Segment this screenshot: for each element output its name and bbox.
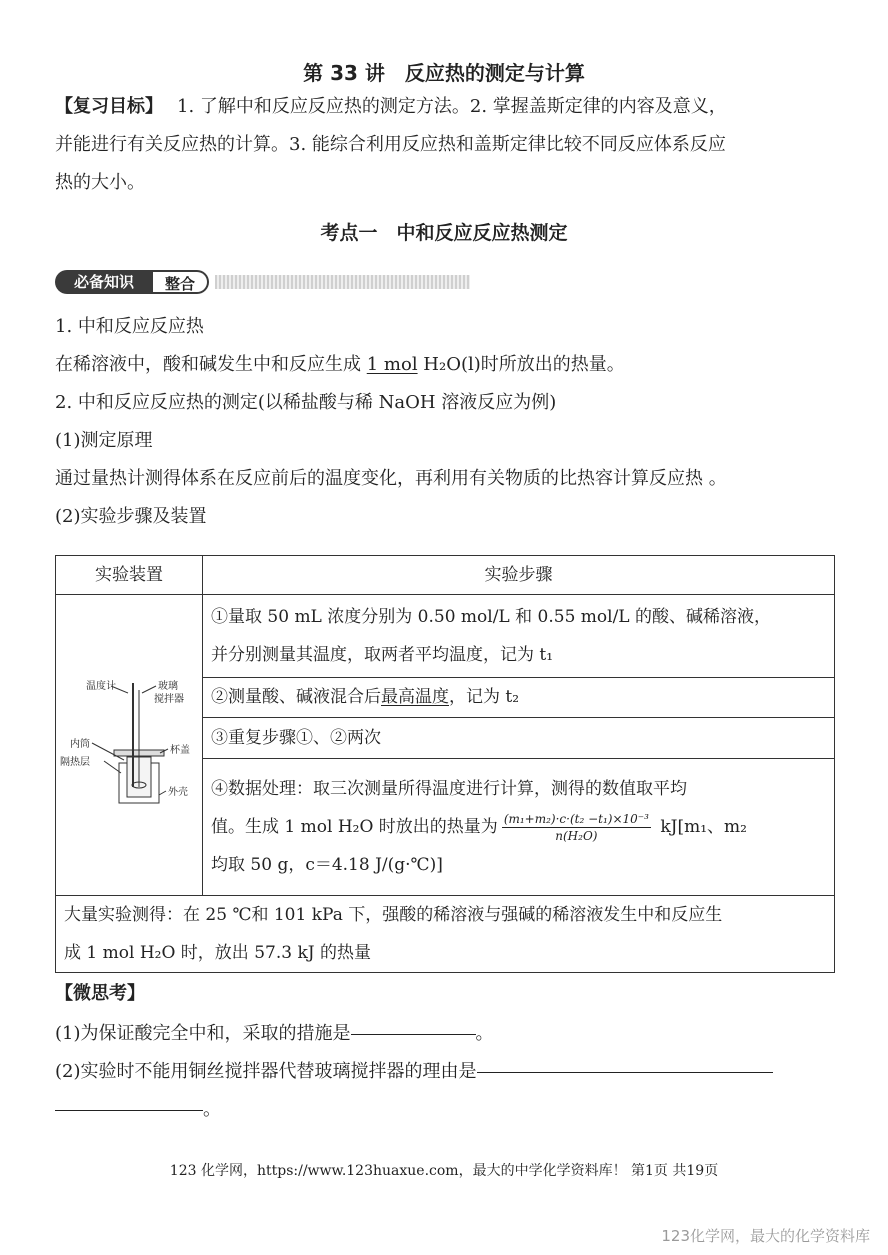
q1-end: 。 bbox=[475, 1023, 494, 1044]
s1-heading: 1. 中和反应反应热 bbox=[55, 316, 204, 337]
step1-line2: 并分别测量其温度，取两者平均温度，记为 t₁ bbox=[211, 644, 554, 665]
review-goals-line2: 并能进行有关反应热的计算。3. 能综合利用反应热和盖斯定律比较不同反应体系反应 bbox=[55, 134, 726, 155]
question-2 bbox=[55, 1053, 835, 1091]
review-goals-text1: 1. 了解中和反应反应热的测定方法。2. 掌握盖斯定律的内容及意义， bbox=[177, 96, 727, 117]
step1-line1: ①量取 50 mL 浓度分别为 0.50 mol/L 和 0.55 mol/L 的酸、碱稀溶液， bbox=[211, 606, 771, 627]
label-inner: 内筒 bbox=[70, 739, 90, 750]
formula-denominator: n(H₂O) bbox=[555, 829, 598, 844]
review-goals-label: 【复习目标】 bbox=[55, 96, 163, 117]
s1-text-before: 在稀溶液中，酸和碱发生中和反应生成 bbox=[55, 354, 367, 375]
q2-text: (2)实验时不能用铜丝搅拌器代替玻璃搅拌器的理由是 bbox=[55, 1061, 477, 1082]
step4-text-after: kJ[m₁、m₂ bbox=[654, 817, 747, 838]
note-cell bbox=[56, 896, 835, 973]
label-insulation: 隔热层 bbox=[60, 757, 90, 768]
q2-end: 。 bbox=[203, 1099, 221, 1120]
step4-cell bbox=[203, 759, 835, 896]
step2-text-before: ②测量酸、碱液混合后 bbox=[211, 687, 381, 708]
s2-p1-text: 通过量热计测得体系在反应前后的温度变化，再利用有关物质的比热容计算反应热 。 bbox=[55, 468, 727, 489]
label-shell: 外壳 bbox=[168, 787, 188, 798]
experiment-table bbox=[55, 555, 835, 973]
col-steps-header: 实验步骤 bbox=[203, 556, 835, 595]
pointer-line bbox=[142, 686, 156, 693]
formula-numerator: (m₁+m₂)·c·(t₂ −t₁)×10⁻³ bbox=[503, 812, 649, 827]
badge-decoration bbox=[215, 275, 470, 289]
note-line2: 成 1 mol H₂O 时，放出 57.3 kJ 的热量 bbox=[64, 943, 371, 963]
s1-text-after: H₂O(l)时所放出的热量。 bbox=[417, 354, 625, 375]
table-row bbox=[56, 595, 835, 678]
calorimeter-diagram bbox=[56, 595, 202, 895]
label-stirrer-b: 搅拌器 bbox=[154, 694, 184, 705]
label-stirrer-a: 玻璃 bbox=[158, 681, 178, 692]
s2-p2-heading: (2)实验步骤及装置 bbox=[55, 506, 207, 527]
q1-text: (1)为保证酸完全中和，采取的措施是 bbox=[55, 1023, 351, 1044]
step4-line2 bbox=[211, 808, 826, 846]
step4-line3: 均取 50 g，c＝4.18 J/(g·℃)] bbox=[211, 855, 443, 876]
review-goals-line3: 热的大小。 bbox=[55, 172, 145, 193]
q2-answer-blank-cont[interactable] bbox=[55, 1109, 203, 1111]
section-content bbox=[55, 308, 835, 536]
step2-text-after: ，记为 t₂ bbox=[449, 687, 520, 708]
step1-cell bbox=[203, 595, 835, 678]
apparatus-cell bbox=[56, 595, 203, 896]
note-line1: 大量实验测得：在 25 ℃和 101 kPa 下，强酸的稀溶液与强碱的稀溶液发生中和反应生 bbox=[64, 905, 723, 925]
step2-underlined: 最高温度 bbox=[381, 687, 449, 708]
s2-heading: 2. 中和反应反应热的测定(以稀盐酸与稀 NaOH 溶液反应为例) bbox=[55, 392, 557, 413]
heat-formula bbox=[502, 811, 651, 844]
step4-line1: ④数据处理：取三次测量所得温度进行计算，测得的数值取平均 bbox=[211, 779, 687, 800]
page-footer: 123 化学网，https://www.123huaxue.com，最大的中学化学资料库！ 第1页 共19页 bbox=[169, 1163, 719, 1179]
label-thermometer: 温度计 bbox=[86, 681, 116, 692]
think-label: 【微思考】 bbox=[55, 983, 145, 1004]
badge-part1: 必备知识 bbox=[55, 270, 153, 294]
lecture-title: 第 33 讲 反应热的测定与计算 bbox=[303, 61, 585, 85]
q1-answer-blank[interactable] bbox=[351, 1033, 476, 1035]
pointer-line bbox=[104, 761, 121, 773]
question-2-cont bbox=[55, 1091, 835, 1129]
think-section bbox=[55, 975, 835, 1129]
step4-text-before: 值。生成 1 mol H₂O 时放出的热量为 bbox=[211, 817, 498, 838]
step3-cell: ③重复步骤①、②两次 bbox=[203, 718, 835, 759]
col-apparatus-header: 实验装置 bbox=[56, 556, 203, 595]
watermark: 123化学网，最大的化学资料库 bbox=[661, 1227, 870, 1245]
pointer-line bbox=[159, 791, 166, 795]
knowledge-badge bbox=[55, 270, 415, 294]
label-lid: 杯盖 bbox=[170, 745, 190, 756]
table-row bbox=[56, 896, 835, 973]
question-1 bbox=[55, 1015, 835, 1053]
step2-cell bbox=[203, 677, 835, 718]
badge-part2: 整合 bbox=[153, 270, 209, 294]
review-goals bbox=[55, 88, 835, 202]
s1-underlined: 1 mol bbox=[366, 354, 418, 375]
section-title: 考点一 中和反应反应热测定 bbox=[320, 222, 568, 244]
table-header-row bbox=[56, 556, 835, 595]
review-goals-line1 bbox=[55, 88, 835, 126]
q2-answer-blank[interactable] bbox=[477, 1071, 773, 1073]
s2-p1-heading: (1)测定原理 bbox=[55, 430, 153, 451]
s1-definition bbox=[55, 346, 835, 384]
